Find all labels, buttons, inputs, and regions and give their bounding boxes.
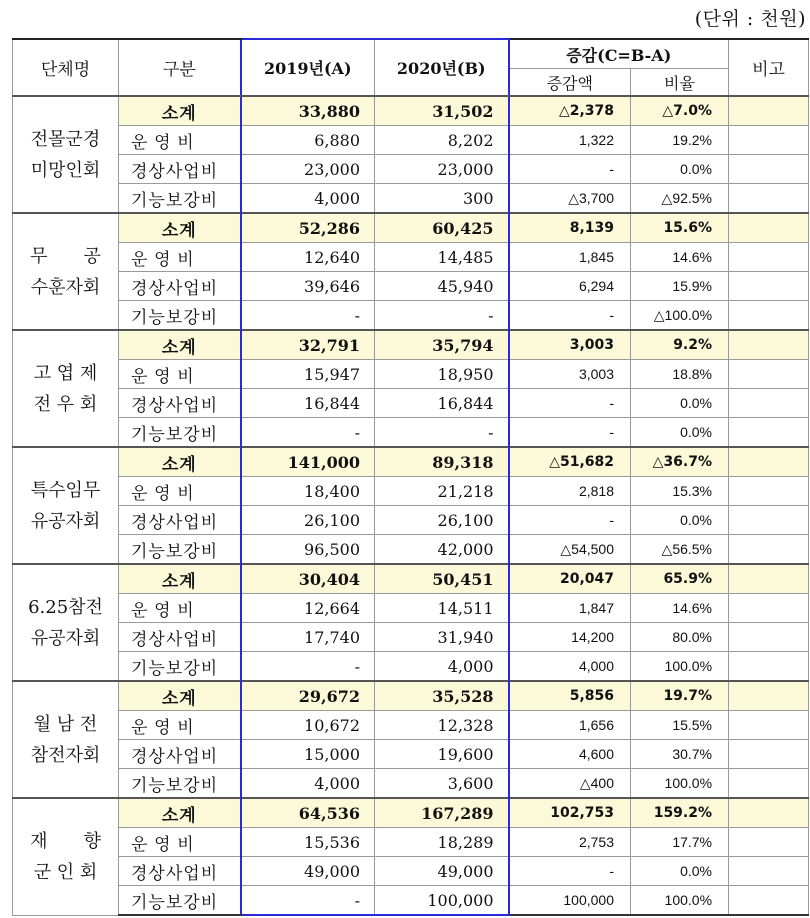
subtotal-row: [13, 447, 809, 477]
category-cell: 소계: [119, 96, 241, 126]
value-2019-cell: 15,000: [241, 740, 375, 769]
note-cell: [729, 184, 809, 214]
change-amount-cell: △400: [509, 769, 631, 799]
table-row: [13, 389, 809, 418]
org-name-line: 군 인 회: [33, 861, 98, 883]
change-ratio-cell: 14.6%: [631, 594, 729, 623]
category-cell: 운 영 비: [119, 126, 241, 155]
value-2019-cell: 6,880: [241, 126, 375, 155]
table-header: [13, 39, 809, 96]
value-2019-cell: 15,536: [241, 828, 375, 857]
value-2020-cell: 14,511: [375, 594, 509, 623]
org-name-line: 전몰군경: [30, 128, 101, 150]
value-2019-cell: 52,286: [241, 213, 375, 243]
value-2020-cell: 19,600: [375, 740, 509, 769]
value-2019-cell: 96,500: [241, 535, 375, 565]
value-2019-cell: 49,000: [241, 857, 375, 886]
table-row: [13, 740, 809, 769]
org-name-cell: [13, 681, 119, 798]
value-2020-cell: 8,202: [375, 126, 509, 155]
change-ratio-cell: 65.9%: [631, 564, 729, 594]
change-amount-cell: 2,753: [509, 828, 631, 857]
value-2020-cell: 300: [375, 184, 509, 214]
header-2020: 2020년(B): [375, 39, 509, 96]
change-amount-cell: -: [509, 389, 631, 418]
change-ratio-cell: 15.3%: [631, 477, 729, 506]
subtotal-row: [13, 330, 809, 360]
category-cell: 경상사업비: [119, 155, 241, 184]
change-ratio-cell: 0.0%: [631, 857, 729, 886]
category-cell: 경상사업비: [119, 740, 241, 769]
note-cell: [729, 418, 809, 448]
category-cell: 운 영 비: [119, 477, 241, 506]
value-2020-cell: 26,100: [375, 506, 509, 535]
change-ratio-cell: 19.2%: [631, 126, 729, 155]
note-cell: [729, 506, 809, 535]
category-cell: 소계: [119, 330, 241, 360]
change-amount-cell: 2,818: [509, 477, 631, 506]
change-amount-cell: 3,003: [509, 330, 631, 360]
note-cell: [729, 857, 809, 886]
table-row: [13, 886, 809, 916]
value-2020-cell: 35,794: [375, 330, 509, 360]
change-ratio-cell: 100.0%: [631, 886, 729, 916]
category-cell: 기능보강비: [119, 652, 241, 682]
note-cell: [729, 213, 809, 243]
org-name-line: 6.25참전: [28, 596, 103, 618]
table-row: [13, 652, 809, 682]
change-amount-cell: △51,682: [509, 447, 631, 477]
change-amount-cell: -: [509, 418, 631, 448]
note-cell: [729, 96, 809, 126]
change-ratio-cell: 15.9%: [631, 272, 729, 301]
table-row: [13, 769, 809, 799]
value-2020-cell: 16,844: [375, 389, 509, 418]
value-2020-cell: 18,289: [375, 828, 509, 857]
value-2019-cell: 16,844: [241, 389, 375, 418]
table-row: [13, 243, 809, 272]
category-cell: 기능보강비: [119, 301, 241, 331]
header-change: 증감(C=B-A): [509, 39, 729, 69]
category-cell: 기능보강비: [119, 184, 241, 214]
value-2020-cell: 45,940: [375, 272, 509, 301]
subtotal-row: [13, 213, 809, 243]
category-cell: 소계: [119, 564, 241, 594]
change-amount-cell: 1,845: [509, 243, 631, 272]
org-name-line: 월 남 전: [33, 713, 98, 735]
table-row: [13, 857, 809, 886]
note-cell: [729, 564, 809, 594]
value-2020-cell: -: [375, 301, 509, 331]
value-2020-cell: 35,528: [375, 681, 509, 711]
table-row: [13, 155, 809, 184]
table-row: [13, 594, 809, 623]
category-cell: 경상사업비: [119, 857, 241, 886]
category-cell: 기능보강비: [119, 535, 241, 565]
note-cell: [729, 711, 809, 740]
change-amount-cell: 14,200: [509, 623, 631, 652]
category-cell: 경상사업비: [119, 506, 241, 535]
note-cell: [729, 447, 809, 477]
note-cell: [729, 272, 809, 301]
note-cell: [729, 243, 809, 272]
budget-table-container: [12, 38, 808, 916]
value-2020-cell: 18,950: [375, 360, 509, 389]
change-ratio-cell: 159.2%: [631, 798, 729, 828]
value-2020-cell: 31,502: [375, 96, 509, 126]
change-amount-cell: 4,000: [509, 652, 631, 682]
table-row: [13, 535, 809, 565]
note-cell: [729, 652, 809, 682]
change-ratio-cell: 30.7%: [631, 740, 729, 769]
value-2020-cell: 14,485: [375, 243, 509, 272]
category-cell: 기능보강비: [119, 769, 241, 799]
value-2019-cell: 4,000: [241, 769, 375, 799]
table-row: [13, 711, 809, 740]
change-ratio-cell: △7.0%: [631, 96, 729, 126]
value-2020-cell: 23,000: [375, 155, 509, 184]
category-cell: 운 영 비: [119, 594, 241, 623]
change-amount-cell: 4,600: [509, 740, 631, 769]
org-name-line: 유공자회: [30, 627, 101, 649]
change-ratio-cell: 18.8%: [631, 360, 729, 389]
change-ratio-cell: 0.0%: [631, 506, 729, 535]
value-2020-cell: 4,000: [375, 652, 509, 682]
note-cell: [729, 535, 809, 565]
change-amount-cell: 1,656: [509, 711, 631, 740]
value-2020-cell: 49,000: [375, 857, 509, 886]
note-cell: [729, 360, 809, 389]
note-cell: [729, 594, 809, 623]
change-amount-cell: 3,003: [509, 360, 631, 389]
value-2019-cell: 141,000: [241, 447, 375, 477]
change-ratio-cell: 17.7%: [631, 828, 729, 857]
note-cell: [729, 477, 809, 506]
value-2019-cell: 12,640: [241, 243, 375, 272]
table-row: [13, 477, 809, 506]
table-row: [13, 184, 809, 214]
value-2019-cell: 30,404: [241, 564, 375, 594]
table-body: [13, 96, 809, 915]
value-2020-cell: 100,000: [375, 886, 509, 916]
org-name-line: 수훈자회: [30, 276, 101, 298]
value-2019-cell: 4,000: [241, 184, 375, 214]
change-amount-cell: △2,378: [509, 96, 631, 126]
value-2019-cell: 10,672: [241, 711, 375, 740]
note-cell: [729, 886, 809, 916]
change-ratio-cell: 0.0%: [631, 155, 729, 184]
change-ratio-cell: △92.5%: [631, 184, 729, 214]
org-name-cell: [13, 96, 119, 213]
value-2020-cell: 50,451: [375, 564, 509, 594]
org-name-line: 무 공: [30, 245, 101, 267]
change-amount-cell: △3,700: [509, 184, 631, 214]
subtotal-row: [13, 681, 809, 711]
change-ratio-cell: 100.0%: [631, 769, 729, 799]
table-row: [13, 360, 809, 389]
header-change-amount: 증감액: [509, 69, 631, 97]
change-ratio-cell: △36.7%: [631, 447, 729, 477]
change-ratio-cell: 100.0%: [631, 652, 729, 682]
value-2019-cell: -: [241, 301, 375, 331]
change-amount-cell: -: [509, 857, 631, 886]
change-ratio-cell: 0.0%: [631, 418, 729, 448]
value-2019-cell: 29,672: [241, 681, 375, 711]
org-name-line: 유공자회: [30, 510, 101, 532]
change-ratio-cell: 15.5%: [631, 711, 729, 740]
change-ratio-cell: 14.6%: [631, 243, 729, 272]
header-change-ratio: 비율: [631, 69, 729, 97]
category-cell: 소계: [119, 447, 241, 477]
change-amount-cell: 6,294: [509, 272, 631, 301]
header-category: 구분: [119, 39, 241, 96]
value-2019-cell: 33,880: [241, 96, 375, 126]
note-cell: [729, 389, 809, 418]
org-name-line: 미망인회: [30, 159, 101, 181]
change-amount-cell: -: [509, 155, 631, 184]
change-ratio-cell: 80.0%: [631, 623, 729, 652]
org-name-line: 전 우 회: [33, 393, 98, 415]
org-name-cell: [13, 564, 119, 681]
note-cell: [729, 155, 809, 184]
value-2020-cell: -: [375, 418, 509, 448]
org-name-cell: [13, 330, 119, 447]
value-2019-cell: 39,646: [241, 272, 375, 301]
value-2019-cell: 26,100: [241, 506, 375, 535]
value-2020-cell: 31,940: [375, 623, 509, 652]
note-cell: [729, 769, 809, 799]
note-cell: [729, 623, 809, 652]
value-2020-cell: 3,600: [375, 769, 509, 799]
value-2019-cell: 12,664: [241, 594, 375, 623]
subtotal-row: [13, 564, 809, 594]
value-2020-cell: 42,000: [375, 535, 509, 565]
value-2019-cell: 15,947: [241, 360, 375, 389]
category-cell: 소계: [119, 798, 241, 828]
note-cell: [729, 828, 809, 857]
change-amount-cell: 8,139: [509, 213, 631, 243]
change-amount-cell: 1,847: [509, 594, 631, 623]
note-cell: [729, 126, 809, 155]
value-2019-cell: -: [241, 886, 375, 916]
category-cell: 경상사업비: [119, 389, 241, 418]
org-name-cell: [13, 213, 119, 330]
category-cell: 경상사업비: [119, 272, 241, 301]
value-2019-cell: -: [241, 418, 375, 448]
org-name-cell: [13, 447, 119, 564]
value-2019-cell: 23,000: [241, 155, 375, 184]
change-amount-cell: 5,856: [509, 681, 631, 711]
org-name-line: 특수임무: [30, 479, 101, 501]
change-amount-cell: 1,322: [509, 126, 631, 155]
unit-label: (단위 : 천원): [694, 8, 806, 30]
value-2020-cell: 21,218: [375, 477, 509, 506]
change-amount-cell: 100,000: [509, 886, 631, 916]
change-amount-cell: -: [509, 301, 631, 331]
org-name-line: 재 향: [30, 830, 101, 852]
note-cell: [729, 330, 809, 360]
note-cell: [729, 301, 809, 331]
value-2019-cell: 18,400: [241, 477, 375, 506]
category-cell: 운 영 비: [119, 360, 241, 389]
value-2019-cell: 64,536: [241, 798, 375, 828]
subtotal-row: [13, 798, 809, 828]
value-2019-cell: 17,740: [241, 623, 375, 652]
category-cell: 기능보강비: [119, 418, 241, 448]
change-amount-cell: △54,500: [509, 535, 631, 565]
header-note: 비고: [729, 39, 809, 96]
table-row: [13, 828, 809, 857]
category-cell: 운 영 비: [119, 243, 241, 272]
org-name-line: 고 엽 제: [33, 362, 98, 384]
note-cell: [729, 798, 809, 828]
change-ratio-cell: △100.0%: [631, 301, 729, 331]
table-row: [13, 418, 809, 448]
header-org: 단체명: [13, 39, 119, 96]
table-row: [13, 272, 809, 301]
change-ratio-cell: 19.7%: [631, 681, 729, 711]
category-cell: 소계: [119, 213, 241, 243]
subtotal-row: [13, 96, 809, 126]
change-ratio-cell: 9.2%: [631, 330, 729, 360]
table-row: [13, 126, 809, 155]
value-2020-cell: 89,318: [375, 447, 509, 477]
org-name-line: 참전자회: [30, 744, 101, 766]
category-cell: 운 영 비: [119, 711, 241, 740]
category-cell: 소계: [119, 681, 241, 711]
change-ratio-cell: 15.6%: [631, 213, 729, 243]
note-cell: [729, 681, 809, 711]
value-2020-cell: 60,425: [375, 213, 509, 243]
header-2019: 2019년(A): [241, 39, 375, 96]
category-cell: 기능보강비: [119, 886, 241, 916]
note-cell: [729, 740, 809, 769]
value-2019-cell: -: [241, 652, 375, 682]
budget-table: [12, 38, 809, 916]
change-amount-cell: -: [509, 506, 631, 535]
category-cell: 운 영 비: [119, 828, 241, 857]
table-row: [13, 506, 809, 535]
org-name-cell: [13, 798, 119, 915]
table-row: [13, 301, 809, 331]
value-2020-cell: 12,328: [375, 711, 509, 740]
value-2020-cell: 167,289: [375, 798, 509, 828]
change-amount-cell: 20,047: [509, 564, 631, 594]
change-amount-cell: 102,753: [509, 798, 631, 828]
table-row: [13, 623, 809, 652]
category-cell: 경상사업비: [119, 623, 241, 652]
change-ratio-cell: 0.0%: [631, 389, 729, 418]
change-ratio-cell: △56.5%: [631, 535, 729, 565]
value-2019-cell: 32,791: [241, 330, 375, 360]
